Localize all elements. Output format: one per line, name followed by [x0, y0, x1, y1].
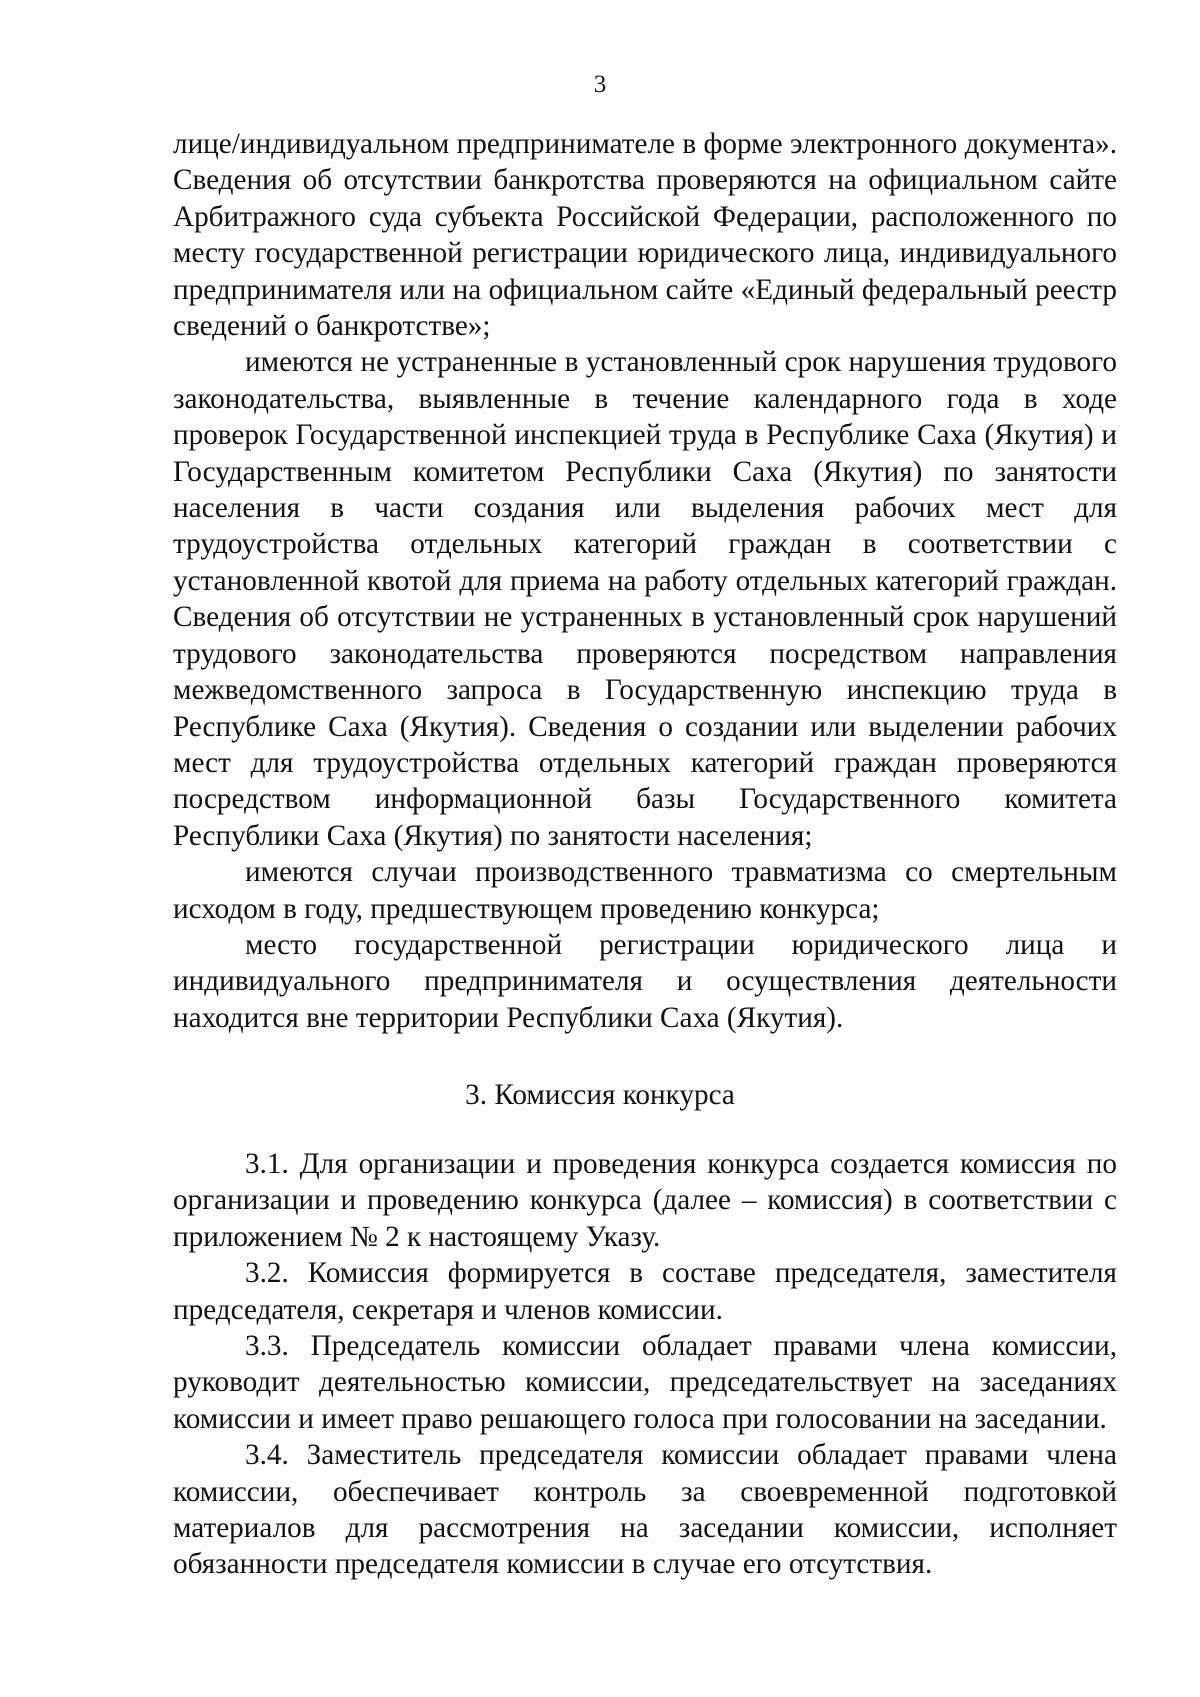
body-text-lower	[173, 1146, 1117, 1583]
paragraph-labor-violations: имеются не устраненные в установленный срок нарушения трудового законодательства, выявленные в течение календарного года в ходе проверок Государственной инспекцией труда в Республике Саха (Якутия) и Государственным комитетом Республики Саха (Якутия) по занятости населения в части создания или выделения рабочих мест для трудоустройства отдельных категорий граждан в соответствии с установленной квотой для приема на работу отдельных категорий граждан. Сведения об отсутствии не устраненных в установленный срок нарушений трудового законодательства проверяются посредством направления межведомственного запроса в Государственную инспекцию труда в Республике Саха (Якутия). Сведения о создании или выделении рабочих мест для трудоустройства отдельных категорий граждан проверяются посредством информационной базы Государственного комитета Республики Саха (Якутия) по занятости населения;	[173, 346, 1117, 852]
paragraph-injuries: имеются случаи производственного травматизма со смертельным исходом в году, предшествующем проведению конкурса;	[173, 856, 1117, 925]
paragraph-3-3: 3.3. Председатель комиссии обладает правами члена комиссии, руководит деятельностью комиссии, председательствует на заседаниях комиссии и имеет право решающего голоса при голосовании на заседании.	[173, 1330, 1117, 1435]
paragraph-3-4: 3.4. Заместитель председателя комиссии обладает правами члена комиссии, обеспечивает контроль за своевременной подготовкой материалов для рассмотрения на заседании комиссии, исполняет обязанности председателя комиссии в случае его отсутствия.	[173, 1439, 1117, 1581]
paragraph-registration-location: место государственной регистрации юридического лица и индивидуального предпринимателя и осуществления деятельности находится вне территории Республики Саха (Якутия).	[173, 928, 1117, 1034]
paragraph-3-1: 3.1. Для организации и проведения конкурса создается комиссия по организации и проведению конкурса (далее – комиссия) в соответствии с приложением № 2 к настоящему Указу.	[173, 1148, 1117, 1253]
paragraph-3-2: 3.2. Комиссия формируется в составе председателя, заместителя председателя, секретаря и членов комиссии.	[173, 1257, 1117, 1326]
section-heading: 3. Комиссия конкурса	[465, 1079, 735, 1111]
page-number: 3	[593, 71, 607, 98]
paragraph-continuation: лице/индивидуальном предпринимателе в форме электронного документа». Сведения об отсутствии банкротства проверяются на официальном сайте Арбитражного суда субъекта Российской Федерации, расположенного по месту государственной регистрации юридического лица, индивидуального предпринимателя или на официальном сайте «Единый федеральный реестр сведений о банкротстве»;	[173, 128, 1117, 343]
body-text-upper	[173, 126, 1117, 1036]
